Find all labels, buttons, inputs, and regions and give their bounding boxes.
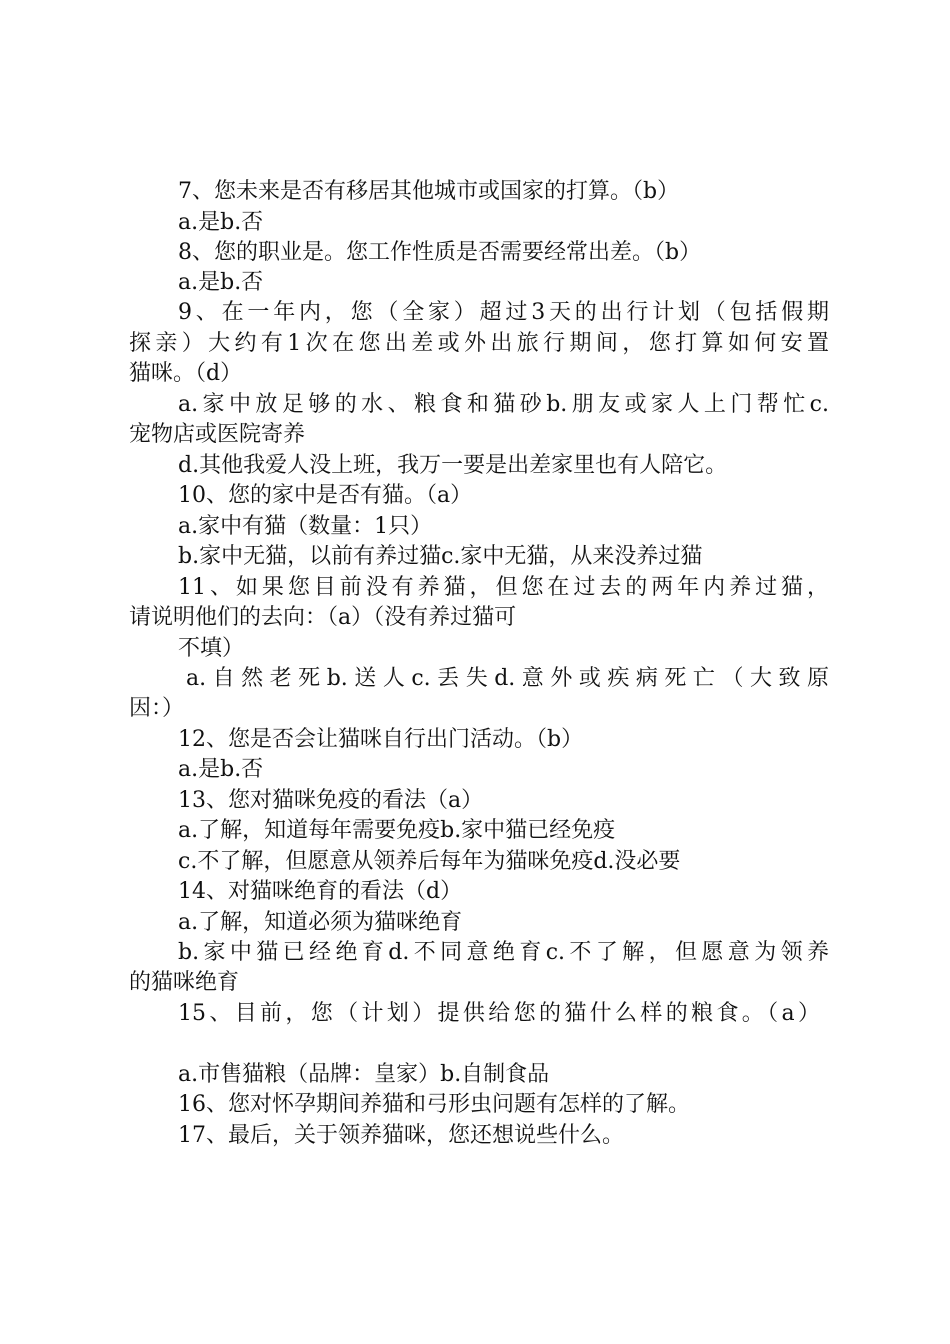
answer-options-8: a.是b.否 — [178, 270, 264, 295]
answer-options-11-line-2: 因：） — [129, 696, 185, 721]
question-16: 16、您对怀孕期间养猫和弓形虫问题有怎样的了解。 — [178, 1092, 690, 1117]
question-10: 10、您的家中是否有猫。（a） — [178, 483, 473, 508]
question-8: 8、您的职业是。您工作性质是否需要经常出差。（b） — [178, 240, 702, 265]
answer-options-13-line-1: a.了解，知道每年需要免疫b.家中猫已经免疫 — [178, 818, 616, 843]
question-11-line-1: 11、如果您目前没有养猫，但您在过去的两年内养过猫， — [178, 575, 829, 600]
answer-options-14-line-3: 的猫咪绝育 — [129, 970, 240, 995]
question-7: 7、您未来是否有移居其他城市或国家的打算。（b） — [178, 179, 680, 204]
question-14: 14、对猫咪绝育的看法（d） — [178, 879, 463, 904]
question-9-line-3: 猫咪。（d） — [129, 361, 243, 386]
answer-options-7: a.是b.否 — [178, 210, 264, 235]
answer-options-11-line-1: a.自然老死b.送人c.丢失d.意外或疾病死亡（大致原 — [186, 666, 829, 691]
question-9-line-1: 9、在一年内，您（全家）超过3天的出行计划（包括假期 — [178, 300, 829, 325]
question-17: 17、最后，关于领养猫咪，您还想说些什么。 — [178, 1123, 624, 1148]
question-11-line-2: 请说明他们的去向：（a）（没有养过猫可 — [129, 605, 517, 630]
answer-options-9-line-2: 宠物店或医院寄养 — [129, 422, 306, 447]
answer-options-14-line-2: b.家中猫已经绝育d.不同意绝育c.不了解，但愿意为领养 — [178, 940, 829, 965]
question-12: 12、您是否会让猫咪自行出门活动。（b） — [178, 727, 584, 752]
answer-options-13-line-2: c.不了解，但愿意从领养后每年为猫咪免疫d.没必要 — [178, 849, 681, 874]
answer-options-9-line-1: a.家中放足够的水、粮食和猫砂b.朋友或家人上门帮忙c. — [178, 392, 829, 417]
question-11-line-3: 不填） — [178, 636, 245, 661]
answer-options-9-line-3: d.其他我爱人没上班，我万一要是出差家里也有人陪它。 — [178, 453, 728, 478]
answer-options-12: a.是b.否 — [178, 757, 264, 782]
question-15: 15、目前，您（计划）提供给您的猫什么样的粮食。（a） — [178, 1001, 820, 1026]
answer-options-15: a.市售猫粮（品牌：皇家）b.自制食品 — [178, 1062, 550, 1087]
question-9-line-2: 探亲）大约有1次在您出差或外出旅行期间，您打算如何安置 — [129, 331, 829, 356]
question-13: 13、您对猫咪免疫的看法（a） — [178, 788, 484, 813]
answer-options-10-line-1: a.家中有猫（数量：1只） — [178, 514, 433, 539]
answer-options-10-line-2: b.家中无猫，以前有养过猫c.家中无猫，从来没养过猫 — [178, 544, 703, 569]
answer-options-14-line-1: a.了解，知道必须为猫咪绝育 — [178, 910, 463, 935]
